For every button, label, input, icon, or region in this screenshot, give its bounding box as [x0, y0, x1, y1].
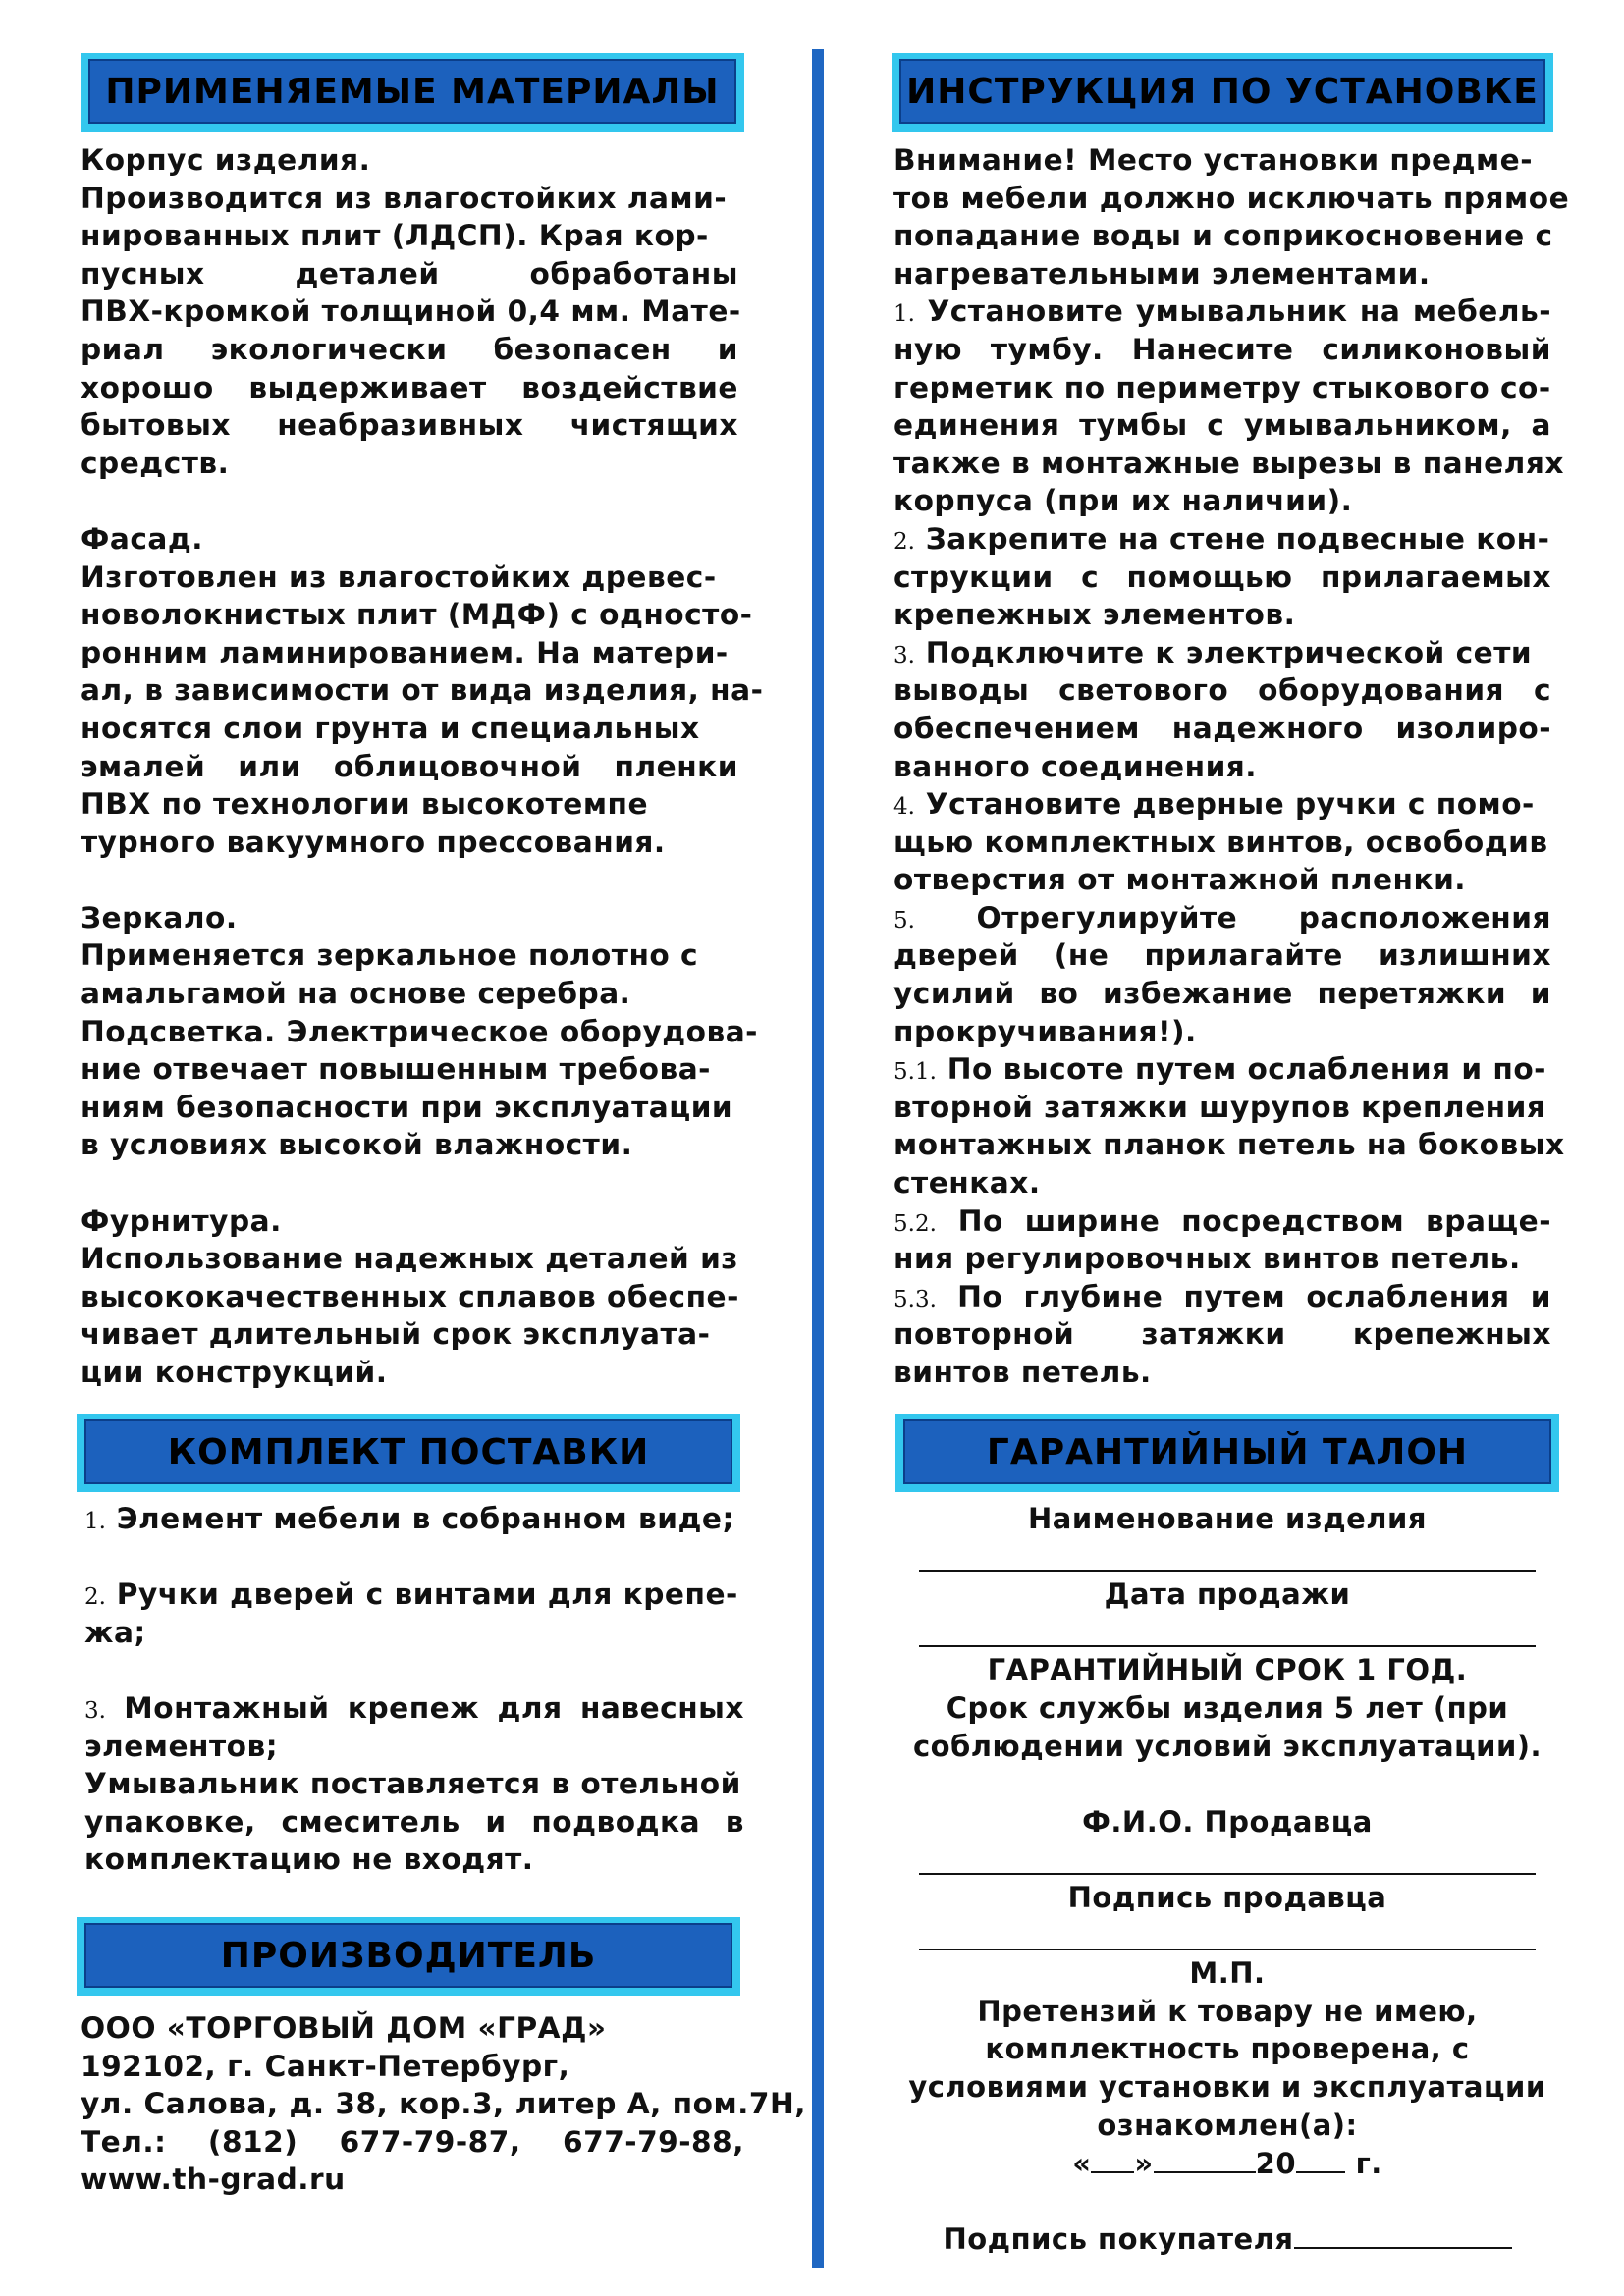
manufacturer-phones	[81, 2123, 744, 2162]
kit-item-number: 1.	[84, 1509, 106, 1534]
install-step-line: струкции с помощью прилагаемых	[893, 560, 1551, 594]
manufacturer-address-2: ул. Салова, д. 38, кор.3, литер А, пом.7Н,	[81, 2087, 806, 2121]
seller-sign-label: Подпись продавца	[1067, 1880, 1387, 1914]
fittings-line: ции конструкций.	[81, 1356, 388, 1389]
kit-item	[84, 1575, 744, 1614]
warranty-header	[895, 1414, 1559, 1492]
install-step-line: выводы светового оборудования с	[893, 673, 1551, 708]
body-line: риал экологически безопасен и	[81, 332, 738, 366]
buyer-sign-label: Подпись покупателя	[943, 2222, 1294, 2257]
fittings-line: чивает длительный срок эксплуата-	[81, 1317, 711, 1352]
sale-date-field[interactable]	[893, 1614, 1561, 1652]
install-step: 5.3. По глубине путем ослабления и	[893, 1279, 1551, 1313]
install-step: 2. Закрепите на стене подвесные кон-	[893, 521, 1550, 556]
warranty-term: ГАРАНТИЙНЫЙ СРОК 1 ГОД.	[987, 1653, 1468, 1687]
install-step-line: ную тумбу. Нанесите силиконовый	[893, 332, 1551, 366]
manufacturer-header	[77, 1917, 740, 1996]
install-step-line: ния регулировочных винтов петель.	[893, 1242, 1521, 1276]
facade-heading: Фасад.	[81, 521, 203, 556]
install-step-line: корпуса (при их наличии).	[893, 484, 1353, 518]
step-number: 5.	[893, 907, 915, 934]
kit-item-number: 2.	[84, 1584, 106, 1611]
month-blank[interactable]	[1154, 2144, 1256, 2173]
step-number: 5.3.	[893, 1286, 937, 1312]
install-step-line: крепежных элементов.	[893, 598, 1296, 632]
install-step-line: повторной затяжки крепежных	[893, 1317, 1551, 1352]
mirror-line: ние отвечает повышенным требова-	[81, 1052, 711, 1087]
phone-code: (812)	[207, 2124, 298, 2159]
install-step: 5. Отрегулируйте расположения	[893, 900, 1551, 934]
install-section	[893, 141, 1570, 1392]
warning-line: тов мебели должно исключать прямое	[893, 181, 1570, 215]
kit-note-line: Умывальник поставляется в отельной	[84, 1767, 741, 1801]
install-step: 3. Подключите к электрической сети	[893, 635, 1533, 669]
body-line: ПВХ-кромкой толщиной 0,4 мм. Мате-	[81, 294, 741, 329]
facade-line: эмалей или облицовочной пленки	[81, 749, 738, 783]
body-line: нированных плит (ЛДСП). Края кор-	[81, 219, 709, 253]
facade-line: турного вакуумного прессования.	[81, 825, 666, 859]
kit-section	[84, 1500, 744, 1879]
body-line: пусных деталей обработаны	[81, 256, 738, 291]
fittings-line: высококачественных сплавов обеспе-	[81, 1279, 739, 1313]
warning-line: Внимание! Место установки предме-	[893, 143, 1534, 177]
product-name-field[interactable]	[893, 1538, 1561, 1576]
materials-section	[81, 141, 764, 1392]
service-life-line: соблюдении условий эксплуатации).	[912, 1729, 1543, 1763]
body-line: хорошо выдерживает воздействие	[81, 370, 738, 404]
install-step-line: стенках.	[893, 1166, 1041, 1201]
facade-line: новолокнистых плит (МДФ) с односто-	[81, 598, 753, 632]
mirror-heading: Зеркало.	[81, 900, 238, 934]
phone-label: Тел.:	[81, 2124, 167, 2159]
seller-name-label: Ф.И.О. Продавца	[1082, 1804, 1373, 1839]
seller-name-field[interactable]	[893, 1841, 1561, 1879]
install-step-line: усилий во избежание перетяжки и	[893, 977, 1551, 1011]
install-step-line: отверстия от монтажной пленки.	[893, 863, 1467, 897]
product-name-label: Наименование изделия	[1028, 1502, 1427, 1535]
install-step: 5.1. По высоте путем ослабления и по-	[893, 1052, 1546, 1087]
step-number: 2.	[893, 528, 915, 555]
claims-line: условиями установки и эксплуатации	[908, 2069, 1546, 2104]
install-step-line: дверей (не прилагайте излишних	[893, 938, 1551, 973]
install-step: 4. Установите дверные ручки с помо-	[893, 787, 1535, 822]
kit-note-line: комплектацию не входят.	[84, 1842, 534, 1877]
phone-1: 677-79-87,	[339, 2124, 521, 2159]
warranty-section	[893, 1500, 1561, 2258]
install-step: 5.2. По ширине посредством враще-	[893, 1203, 1551, 1238]
kit-note-line: упаковке, смеситель и подводка в	[84, 1804, 744, 1839]
mirror-line: в условиях высокой влажности.	[81, 1128, 633, 1162]
install-step-line: винтов петель.	[893, 1356, 1152, 1389]
service-life-line: Срок службы изделия 5 лет (при	[946, 1690, 1509, 1725]
kit-item	[84, 1689, 744, 1728]
kit-item-text: элементов;	[84, 1729, 279, 1763]
buyer-sign-row	[893, 2219, 1561, 2258]
claims-line: Претензий к товару не имею,	[977, 1994, 1478, 2028]
install-step-line: также в монтажные вырезы в панелях	[893, 446, 1564, 480]
facade-line: ал, в зависимости от вида изделия, на-	[81, 673, 764, 708]
mirror-line: ниям безопасности при эксплуатации	[81, 1090, 733, 1124]
body-line: средств.	[81, 446, 230, 480]
manufacturer-company: ООО «ТОРГОВЫЙ ДОМ «ГРАД»	[81, 2011, 607, 2045]
stamp-label: М.П.	[1189, 1956, 1266, 1991]
manufacturer-title: ПРОИЗВОДИТЕЛЬ	[220, 1935, 597, 1976]
kit-item	[84, 1500, 744, 1538]
kit-title: КОМПЛЕКТ ПОСТАВКИ	[167, 1431, 650, 1472]
facade-line: ПВХ по технологии высокотемпе	[81, 787, 649, 822]
step-number: 3.	[893, 642, 915, 668]
install-step-line: прокручивания!).	[893, 1014, 1197, 1048]
kit-item-text: жа;	[84, 1615, 146, 1649]
facade-line: ронним ламинированием. На матери-	[81, 635, 729, 669]
warning-line: нагревательными элементами.	[893, 256, 1431, 291]
claims-line: комплектность проверена, с	[985, 2032, 1470, 2066]
body-heading: Корпус изделия.	[81, 143, 371, 177]
sale-date-label: Дата продажи	[1104, 1577, 1351, 1612]
kit-item-number: 3.	[84, 1697, 106, 1724]
install-step-line: обеспечением надежного изолиро-	[893, 711, 1551, 745]
kit-item-text: Монтажный крепеж для навесных	[124, 1690, 744, 1725]
mirror-line: амальгамой на основе серебра.	[81, 977, 631, 1011]
materials-header	[81, 53, 744, 132]
fittings-line: Использование надежных деталей из	[81, 1242, 739, 1276]
warning-line: попадание воды и соприкосновение с	[893, 219, 1553, 253]
manufacturer-section	[81, 2009, 806, 2199]
step-number: 1.	[893, 301, 915, 328]
step-number: 4.	[893, 794, 915, 821]
install-step: 1. Установите умывальник на мебель-	[893, 294, 1551, 329]
step-number: 5.1.	[893, 1059, 937, 1086]
fittings-heading: Фурнитура.	[81, 1203, 282, 1238]
install-header	[892, 53, 1553, 132]
day-blank[interactable]	[1091, 2144, 1134, 2173]
install-step-line: монтажных планок петель на боковых	[893, 1128, 1565, 1162]
facade-line: носятся слои грунта и специальных	[81, 711, 700, 745]
install-title: ИНСТРУКЦИЯ ПО УСТАНОВКЕ	[906, 71, 1539, 112]
facade-line: Изготовлен из влагостойких древес-	[81, 560, 717, 594]
phone-2: 677-79-88,	[563, 2124, 744, 2159]
seller-sign-field[interactable]	[893, 1917, 1561, 1955]
manufacturer-website[interactable]: www.th-grad.ru	[81, 2163, 346, 2197]
mirror-line: Подсветка. Электрическое оборудова-	[81, 1014, 758, 1048]
install-step-line: вторной затяжки шурупов крепления	[893, 1090, 1546, 1124]
warranty-title: ГАРАНТИЙНЫЙ ТАЛОН	[986, 1431, 1469, 1472]
step-number: 5.2.	[893, 1210, 937, 1237]
body-line: Производится из влагостойких лами-	[81, 181, 728, 215]
mirror-line: Применяется зеркальное полотно с	[81, 938, 699, 973]
manufacturer-address-1: 192102, г. Санкт-Петербург,	[81, 2049, 570, 2083]
kit-item-text: Элемент мебели в собранном виде;	[116, 1502, 734, 1535]
install-step-line: ванного соединения.	[893, 749, 1258, 783]
buyer-sign-field[interactable]	[1294, 2219, 1512, 2249]
column-divider	[812, 49, 824, 2268]
claims-line: ознакомлен(а):	[1097, 2108, 1358, 2142]
install-step-line: единения тумбы с умывальником, а	[893, 408, 1551, 443]
install-step-line: щью комплектных винтов, освободив	[893, 825, 1548, 859]
materials-title: ПРИМЕНЯЕМЫЕ МАТЕРИАЛЫ	[105, 71, 720, 112]
install-step-line: герметик по периметру стыкового со-	[893, 370, 1551, 404]
kit-header	[77, 1414, 740, 1492]
kit-item-text: Ручки дверей с винтами для крепе-	[116, 1577, 738, 1612]
year-blank[interactable]	[1296, 2144, 1345, 2173]
body-line: бытовых неабразивных чистящих	[81, 408, 738, 443]
date-field[interactable]: « » 20 г.	[893, 2144, 1561, 2182]
